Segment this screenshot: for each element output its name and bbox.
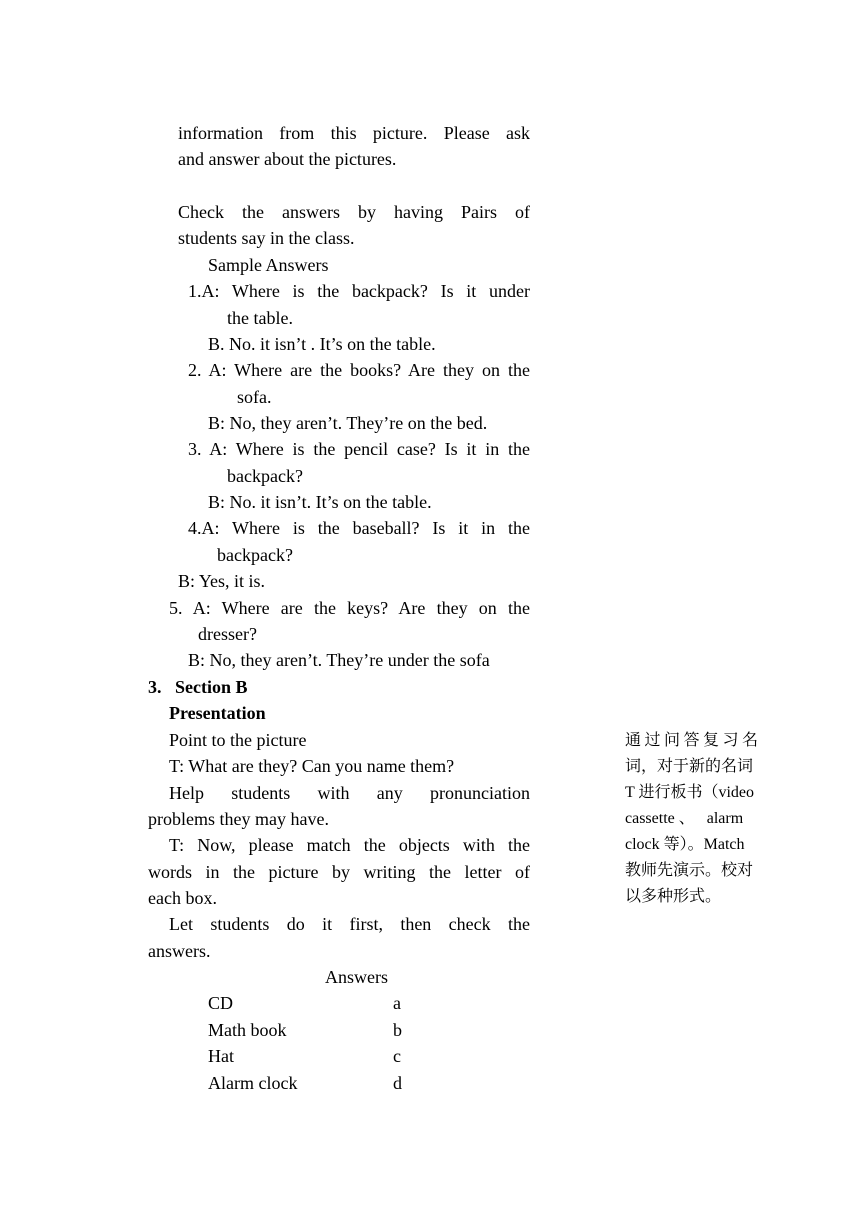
answers-heading: Answers <box>325 967 388 987</box>
text-line: the table. <box>227 308 293 328</box>
text-line: B. No. it isn’t . It’s on the table. <box>208 334 436 354</box>
text-line: Help students with any pronunciation <box>169 783 530 803</box>
text-line: each box. <box>148 888 217 908</box>
text-line: 3. A: Where is the pencil case? Is it in the <box>188 439 530 459</box>
note-line: 教师先演示。校对 <box>625 862 754 879</box>
answer-word: CD <box>208 993 234 1013</box>
text-line: Let students do it first, then check the <box>169 914 530 934</box>
answer-word: Hat <box>208 1046 234 1066</box>
note-line: cassette 、 alarm <box>625 810 744 827</box>
text-line: answers. <box>148 941 211 961</box>
answer-letter: d <box>393 1073 402 1093</box>
note-line: 词，对于新的名词 <box>625 758 754 775</box>
text-line: backpack? <box>227 466 303 486</box>
text-line: Point to the picture <box>169 730 307 750</box>
text-line: dresser? <box>198 624 257 644</box>
text-line: 2. A: Where are the books? Are they on the <box>188 360 530 380</box>
sample-answers-heading: Sample Answers <box>208 255 329 275</box>
text-line: sofa. <box>237 387 272 407</box>
text-line: B: No. it isn’t. It’s on the table. <box>208 492 432 512</box>
text-line: B: Yes, it is. <box>178 571 266 591</box>
margin-note <box>625 728 758 910</box>
text-line: 4.A: Where is the baseball? Is it in the <box>188 518 530 538</box>
note-line: T 进行板书（video <box>625 784 755 801</box>
text-line: B: No, they aren’t. They’re under the sofa <box>188 650 490 670</box>
text-line: problems they may have. <box>148 809 329 829</box>
note-line: 以多种形式。 <box>625 888 722 905</box>
text-line: T: Now, please match the objects with the <box>169 835 530 855</box>
answer-letter: b <box>393 1020 402 1040</box>
text-line: B: No, they aren’t. They’re on the bed. <box>208 413 488 433</box>
section-heading: 3. Section B <box>148 677 248 697</box>
text-line: and answer about the pictures. <box>178 149 397 169</box>
text-line: words in the picture by writing the letter of <box>148 862 530 882</box>
text-line: T: What are they? Can you name them? <box>169 756 455 776</box>
text-line: information from this picture. Please ask <box>178 123 530 143</box>
answer-letter: a <box>393 993 401 1013</box>
text-line: students say in the class. <box>178 228 355 248</box>
text-line: 1.A: Where is the backpack? Is it under <box>188 281 530 301</box>
text-line: 5. A: Where are the keys? Are they on the <box>169 598 530 618</box>
subsection-heading: Presentation <box>169 703 266 723</box>
answer-word: Alarm clock <box>208 1073 298 1093</box>
note-line: clock 等）。Match <box>625 836 745 853</box>
note-line: 通过问答复习名 <box>625 732 758 749</box>
text-line: backpack? <box>217 545 293 565</box>
answer-letter: c <box>393 1046 401 1066</box>
answer-word: Math book <box>208 1020 287 1040</box>
text-line: Check the answers by having Pairs of <box>178 202 530 222</box>
